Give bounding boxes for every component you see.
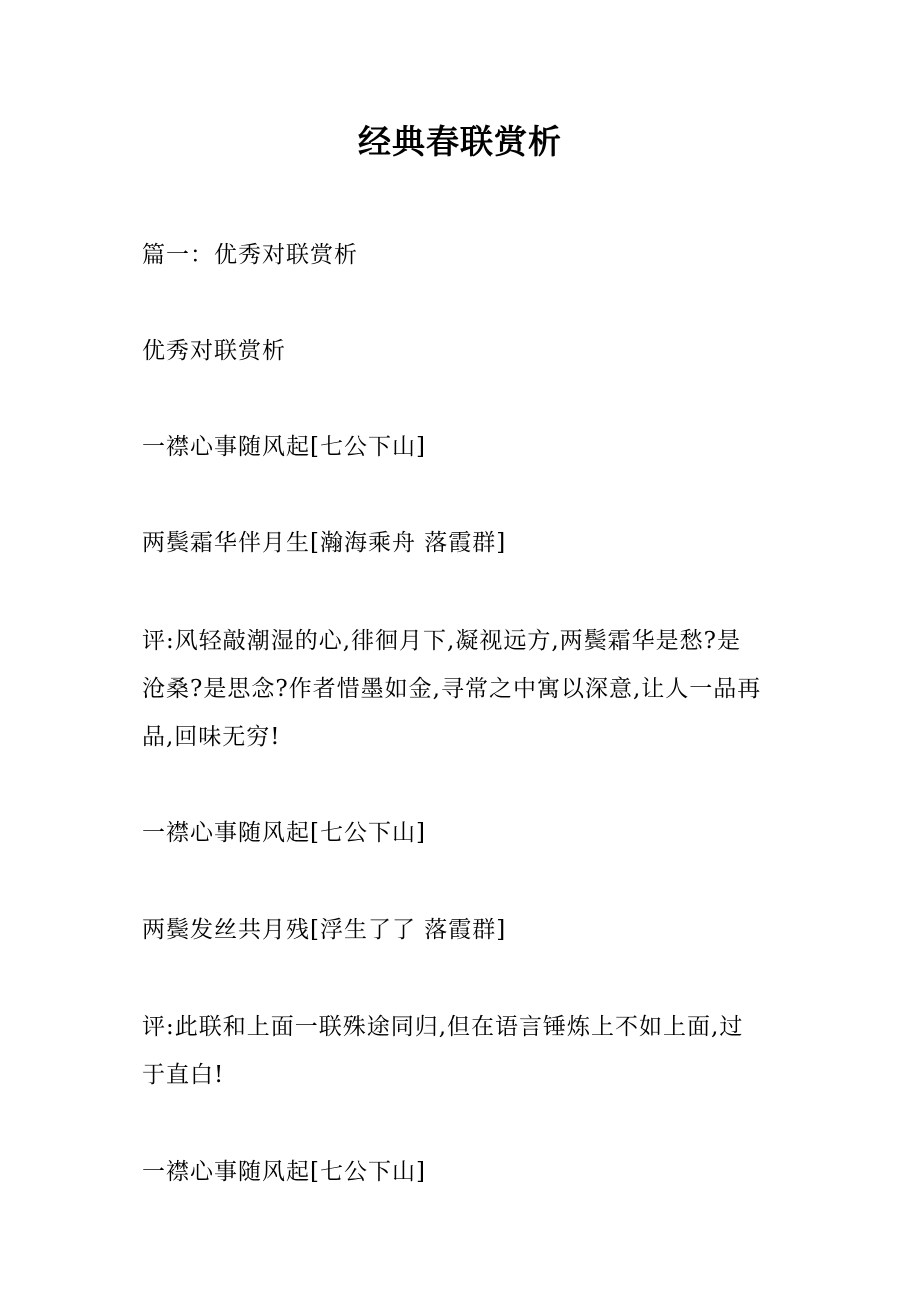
comment-line: 评:此联和上面一联殊途同归,但在语言锤炼上不如上面,过 — [142, 1014, 744, 1040]
couplet-line: 一襟心事随风起[七公下山] — [142, 820, 426, 846]
couplet-line: 两鬓霜华伴月生[瀚海乘舟 落霞群] — [142, 530, 507, 556]
section-heading: 篇一：优秀对联赏析 — [142, 242, 358, 268]
subheading: 优秀对联赏析 — [142, 338, 286, 364]
comment-line: 品,回味无穷! — [142, 724, 281, 750]
page-title: 经典春联赏析 — [358, 122, 562, 161]
comment-line: 于直白! — [142, 1062, 225, 1088]
comment-line: 沧桑?是思念?作者惜墨如金,寻常之中寓以深意,让人一品再 — [142, 676, 762, 702]
couplet-line: 两鬓发丝共月残[浮生了了 落霞群] — [142, 917, 507, 943]
couplet-line: 一襟心事随风起[七公下山] — [142, 1159, 426, 1185]
couplet-line: 一襟心事随风起[七公下山] — [142, 434, 426, 460]
comment-line: 评:风轻敲潮湿的心,徘徊月下,凝视远方,两鬓霜华是愁?是 — [142, 628, 742, 654]
